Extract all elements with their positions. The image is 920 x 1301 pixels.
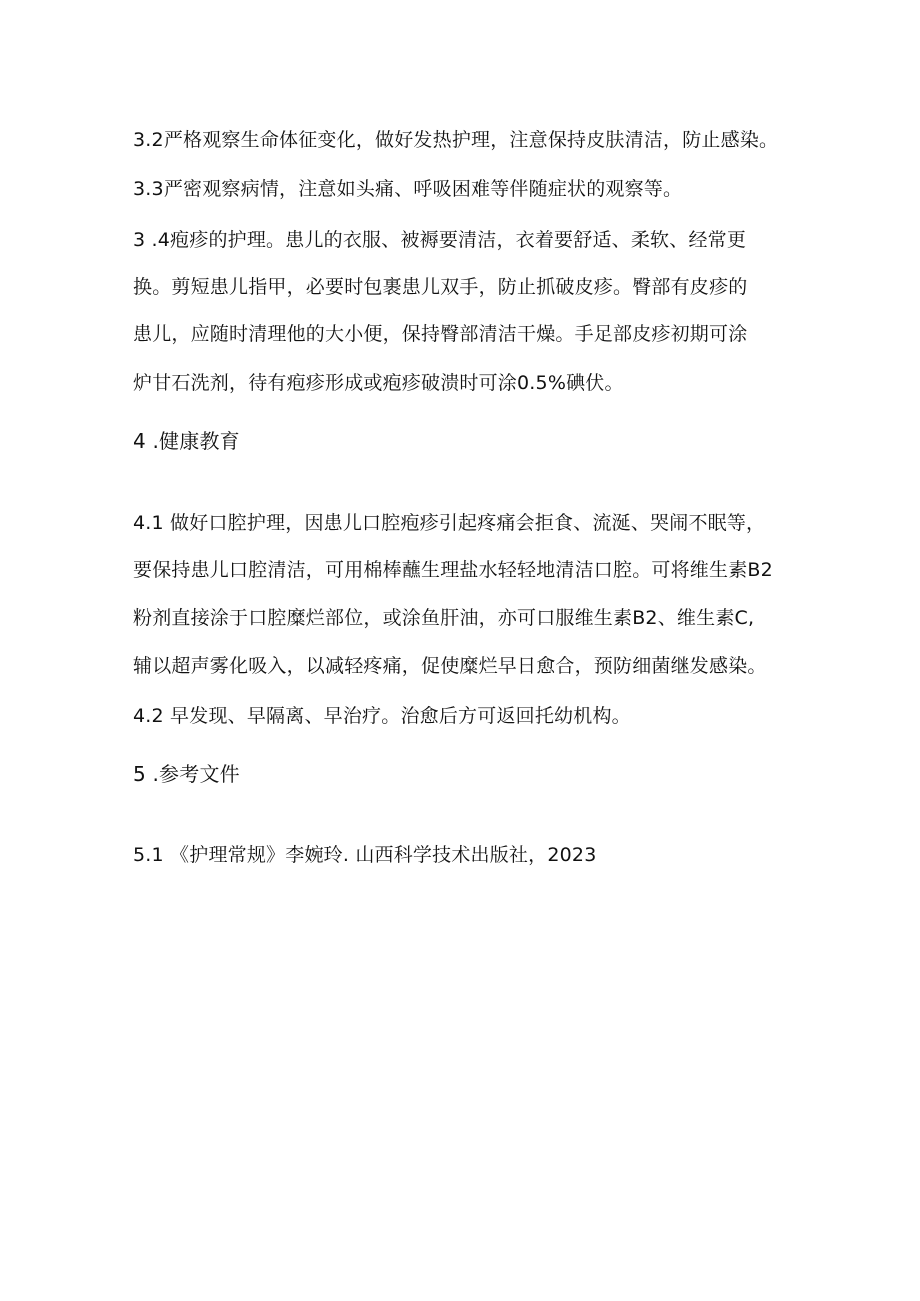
text-line-3-3: 3.3严密观察病情，注意如头痛、呼吸困难等伴随症状的观察等。 <box>133 178 683 200</box>
section-heading-5: 5 .参考文件 <box>133 762 240 786</box>
text-line-4-1-cont-3: 辅以超声雾化吸入，以减轻疼痛，促使糜烂早日愈合，预防细菌继发感染。 <box>133 655 767 677</box>
text-line-4-1: 4.1 做好口腔护理，因患儿口腔疱疹引起疼痛会拒食、流涎、哭闹不眠等， <box>133 512 766 534</box>
section-heading-4: 4 .健康教育 <box>133 429 240 453</box>
text-line-4-1-cont-2: 粉剂直接涂于口腔糜烂部位，或涂鱼肝油，亦可口服维生素B2、维生素C, <box>133 607 755 629</box>
text-line-3-4-cont-1: 换。剪短患儿指甲，必要时包裹患儿双手，防止抓破皮疹。臀部有皮疹的 <box>133 276 748 298</box>
text-line-3-4-cont-3: 炉甘石洗剂，待有疱疹形成或疱疹破溃时可涂0.5%碘伏。 <box>133 372 624 394</box>
text-line-4-1-cont-1: 要保持患儿口腔清洁，可用棉棒蘸生理盐水轻轻地清洁口腔。可将维生素B2 <box>133 559 773 581</box>
text-line-3-4: 3 .4疱疹的护理。患儿的衣服、被褥要清洁，衣着要舒适、柔软、经常更 <box>133 229 747 251</box>
text-line-5-1: 5.1 《护理常规》李婉玲. 山西科学技术出版社，2023 <box>133 844 597 866</box>
text-line-4-2: 4.2 早发现、早隔离、早治疗。治愈后方可返回托幼机构。 <box>133 705 631 727</box>
text-line-3-2: 3.2严格观察生命体征变化，做好发热护理，注意保持皮肤清洁，防止感染。 <box>133 129 779 151</box>
text-line-3-4-cont-2: 患儿，应随时清理他的大小便，保持臀部清洁干燥。手足部皮疹初期可涂 <box>133 323 748 345</box>
